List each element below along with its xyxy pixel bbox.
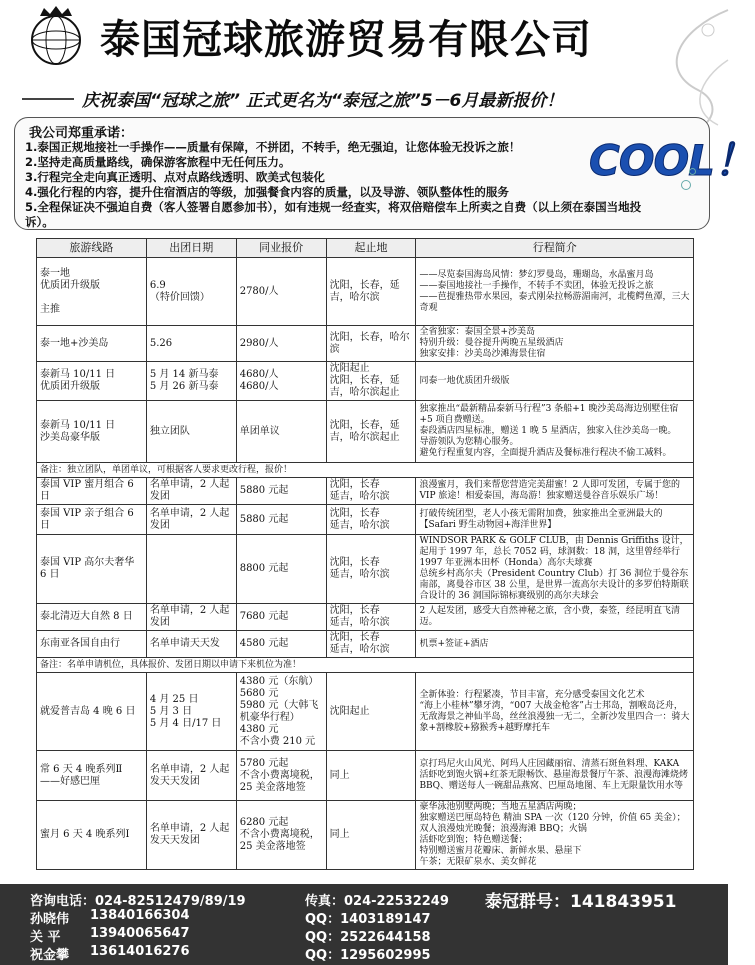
price-cell: 4580 元起 (236, 631, 326, 658)
header-price: 同业报价 (236, 239, 326, 258)
company-logo (24, 4, 88, 68)
contact-qq: QQ：2522644158 (305, 930, 431, 945)
price-cell: 6280 元起 不含小费离境税，25 美金落地签 (236, 801, 326, 870)
price-cell: 2780/人 (236, 258, 326, 326)
contact-qq: QQ：1295602995 (305, 948, 431, 963)
footer (0, 884, 728, 965)
date-cell: 6.9 （特价回馈） (146, 258, 236, 326)
desc-cell: 全新体验：行程紧凑，节目丰富，充分感受泰国文化艺术 “海上小桂林”攀牙湾，“007 大战金枪客”占士邦岛，割喉岛泛舟，无敌海景之神仙半岛，丝丝浪漫独一无二，全新沙发里四合一：骑大象+割橡胶+猕猴秀+越野摩托车 (416, 673, 694, 751)
header-place: 起止地 (326, 239, 416, 258)
place-cell: 沈阳，长春 延吉，哈尔滨 (326, 604, 416, 631)
date-cell: 名单申请天天发 (146, 631, 236, 658)
route-cell: 泰国 VIP 亲子组合 6 日 (37, 505, 147, 535)
date-cell: 名单申请，2 人起发团 (146, 604, 236, 631)
price-cell: 7680 元起 (236, 604, 326, 631)
table-note: 备注：独立团队，单团单议，可根据客人要求更改行程，报价！ (37, 463, 694, 478)
promise-item: 3.行程完全走向真正透明、点对点路线透明、欧美式包装化 (25, 170, 325, 184)
promise-item: 5.全程保证决不强迫自费（客人签署自愿参加书），如有违规一经查实，将双倍赔偿车上所卖之自费（以上须在泰国当地投诉）。 (25, 200, 642, 229)
header-route: 旅游线路 (37, 239, 147, 258)
table-header-row (37, 239, 694, 258)
route-cell: 泰北清迈大自然 8 日 (37, 604, 147, 631)
desc-cell: WINDSOR PARK & GOLF CLUB，由 Dennis Griffiths 设计，起用于 1997 年，总长 7052 码，球洞数：18 洞，这里曾经举行 1997 年亚洲本田杯（Honda）高尔夫球赛 总统乡村高尔夫（President Country Club）打 36 洞位于曼谷东南部，离曼谷市区 38 公里，是世界一流高尔夫设计的多罗伯特斯联合设计的 36 洞国际锦标赛级别的高尔夫球会 (416, 535, 694, 604)
date-cell: 独立团队 (146, 401, 236, 463)
place-cell: 沈阳，长春 延吉，哈尔滨 (326, 478, 416, 505)
place-cell: 沈阳，长春 延吉，哈尔滨 (326, 631, 416, 658)
promise-box (14, 117, 755, 230)
price-cell: 8800 元起 (236, 535, 326, 604)
table-row (37, 535, 694, 604)
date-cell: 名单申请，2 人起发天天发团 (146, 751, 236, 801)
footer-group: 泰冠群号：141843951 (485, 892, 677, 912)
place-cell: 沈阳，长春 延吉，哈尔滨 (326, 535, 416, 604)
price-cell: 4380 元（东航） 5680 元 5980 元（大韩飞机豪华行程） 4380 元 不含小费 210 元 (236, 673, 326, 751)
contact-phone: 13840166304 (90, 908, 190, 923)
place-cell: 同上 (326, 751, 416, 801)
place-cell: 沈阳起止 (326, 673, 416, 751)
table-row (37, 326, 694, 362)
table-row (37, 673, 694, 751)
price-cell: 4680/人 4680/人 (236, 362, 326, 401)
date-cell (146, 535, 236, 604)
promise-title: 我公司郑重承诺： (29, 126, 134, 141)
footer-phone: 咨询电话：024-82512479/89/19 (30, 894, 246, 909)
desc-cell: 打破传统团型，老人小孩无需附加费，独家推出全亚洲最大的【Safari 野生动物园+海洋世界】 (416, 505, 694, 535)
subtitle: 庆祝泰国“冠球之旅” 正式更名为“泰冠之旅”5－6月最新报价！ (82, 91, 564, 111)
date-cell: 名单申请，2 人起发团 (146, 478, 236, 505)
bubble-icon (689, 168, 696, 175)
place-cell: 沈阳，长春，延吉，哈尔滨 (326, 258, 416, 326)
date-cell: 5 月 14 新马泰 5 月 26 新马泰 (146, 362, 236, 401)
table-row (37, 631, 694, 658)
date-cell: 名单申请，2 人起发团 (146, 505, 236, 535)
route-cell: 泰新马 10/11 日 沙美岛豪华版 (37, 401, 147, 463)
date-cell: 5.26 (146, 326, 236, 362)
table-row (37, 478, 694, 505)
table-row (37, 362, 694, 401)
footer-fax: 传真：024-22532249 (305, 894, 449, 909)
route-cell: 东南亚各国自由行 (37, 631, 147, 658)
route-cell: 泰国 VIP 蜜月组合 6 日 (37, 478, 147, 505)
table-row (37, 801, 694, 870)
price-cell: 5880 元起 (236, 478, 326, 505)
promise-list (25, 140, 642, 230)
table-row (37, 401, 694, 463)
desc-cell: 独家推出“最新精品泰新马行程”3 条船+1 晚沙美岛海边别墅住宿+5 项自费赠送。 泰段酒店四星标准，赠送 1 晚 5 星酒店，独家入住沙美岛一晚。 导游领队为您精心服务。 避免行程重复内容，全面提升酒店及餐标准行程决不偷工减料。 (416, 401, 694, 463)
route-cell: 泰国 VIP 高尔夫奢华 6 日 (37, 535, 147, 604)
route-cell: 蜜月 6 天 4 晚系列Ⅰ (37, 801, 147, 870)
cool-badge (589, 128, 755, 192)
place-cell: 沈阳起止 沈阳，长春，延吉，哈尔滨起止 (326, 362, 416, 401)
cool-text: COOL！ (589, 136, 755, 185)
price-cell: 2980/人 (236, 326, 326, 362)
contact-name: 关 平 (30, 930, 61, 945)
contact-name: 祝金攀 (30, 948, 70, 963)
table-row (37, 505, 694, 535)
desc-cell: 机票+签证+酒店 (416, 631, 694, 658)
table-note: 备注：名单申请机位，具体报价、发团日期以申请下来机位为准！ (37, 658, 694, 673)
place-cell: 同上 (326, 801, 416, 870)
promise-item: 4.强化行程的内容，提升住宿酒店的等级，加强餐食内容的质量，以及导游、领队整体性的服务 (25, 185, 509, 199)
desc-cell: 2 人起发团，感受大自然神秘之旅，含小费，泰签，经昆明直飞清迈。 (416, 604, 694, 631)
table-body (37, 258, 694, 870)
route-cell: 泰新马 10/11 日 优质团升级版 (37, 362, 147, 401)
table-row (37, 751, 694, 801)
date-cell: 4 月 25 日 5 月 3 日 5 月 4 日/17 日 (146, 673, 236, 751)
desc-cell: ——尽览泰国海岛风情：梦幻罗曼岛，珊瑚岛，水晶蜜月岛 ——泰国地接社一手操作，不转手不卖团，体验无投诉之旅 ——芭提雅热带水果园，泰式刚朵拉畅游湄南河，北榄鳄鱼潭，三大奇观 (416, 258, 694, 326)
desc-cell: 同泰一地优质团升级版 (416, 362, 694, 401)
note-row (37, 463, 694, 478)
header-desc: 行程简介 (416, 239, 694, 258)
desc-cell: 浪漫蜜月，我们来帮您营造完美甜蜜！2 人即可发团，专属于您的 VIP 旅途！相爱泰国，海岛游！独家赠送曼谷音乐娱乐广场！ (416, 478, 694, 505)
note-row (37, 658, 694, 673)
contact-phone: 13614016276 (90, 944, 190, 959)
place-cell: 沈阳，长春，延吉，哈尔滨起止 (326, 401, 416, 463)
table-row (37, 604, 694, 631)
bubble-icon (681, 180, 691, 190)
price-cell: 5880 元起 (236, 505, 326, 535)
place-cell: 沈阳，长春，哈尔滨 (326, 326, 416, 362)
desc-cell: 豪华泳池别墅两晚；当地五星酒店两晚； 独家赠送巴厘岛特色 精油 SPA 一次（120 分钟，价值 65 美金）； 双人浪漫烛光晚餐；浪漫海滩 BBQ；火锅 活虾吃到饱；特色赠送餐； 特别赠送蜜月花瓣床、新鲜水果、悬崖下 午茶；无限矿泉水、美女鲜花 (416, 801, 694, 870)
price-cell: 单团单议 (236, 401, 326, 463)
route-cell: 常 6 天 4 晚系列Ⅱ ——好感巴厘 (37, 751, 147, 801)
table-row (37, 258, 694, 326)
route-cell: 泰一地 优质团升级版 主推 (37, 258, 147, 326)
price-table (36, 238, 694, 870)
place-cell: 沈阳，长春 延吉，哈尔滨 (326, 505, 416, 535)
contact-qq: QQ：1403189147 (305, 912, 431, 927)
date-cell: 名单申请，2 人起发天天发团 (146, 801, 236, 870)
route-cell: 泰一地+沙美岛 (37, 326, 147, 362)
header (0, 0, 728, 90)
contact-name: 孙晓伟 (30, 912, 70, 927)
contact-phone: 13940065647 (90, 926, 190, 941)
company-name: 泰国冠球旅游贸易有限公司 (100, 16, 592, 63)
subtitle-bar (22, 86, 682, 110)
route-cell: 就爱普吉岛 4 晚 6 日 (37, 673, 147, 751)
price-cell: 5780 元起 不含小费离境税，25 美金落地签 (236, 751, 326, 801)
desc-cell: 京打玛尼火山风光、阿玛人庄园藏丽宿、清蒸石斑鱼料理、KAKA 活虾吃到饱火锅+红茶无限畅饮、悬崖海景餐厅午茶、浪漫海滩烧烤 BBQ、赠送每人一碗甜品燕窝、巴厘岛地图、车上无限量饮用水等 (416, 751, 694, 801)
desc-cell: 全省独家：泰国全景+沙美岛 特别升级：曼谷提升两晚五星级酒店 独家安排：沙美岛沙滩海景住宿 (416, 326, 694, 362)
promise-item: 2.坚持走高质量路线，确保游客旅程中无任何压力。 (25, 155, 291, 169)
subtitle-rule-left (22, 98, 74, 100)
promise-item: 1.泰国正规地接社一手操作——质量有保障，不拼团，不转手，绝无强迫，让您体验无投诉之旅！ (25, 140, 521, 154)
header-date: 出团日期 (146, 239, 236, 258)
